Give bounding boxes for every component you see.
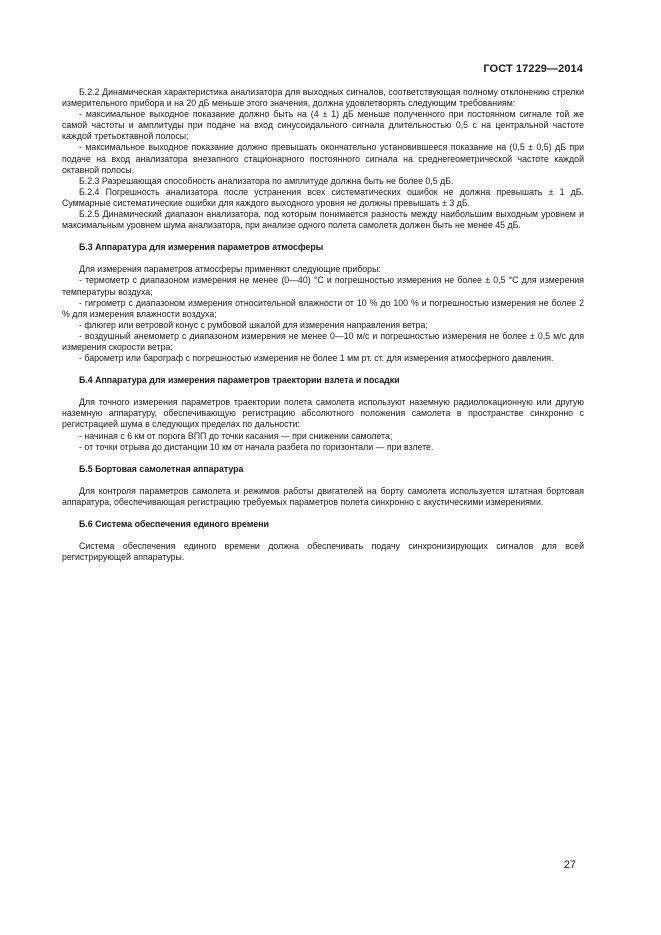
list-item: - максимальное выходное показание должно превышать окончательно установившееся показание на (0,5 ± 0,5) дБ при подаче на вход анализатора внезапного стационарного постоянного сигнала на среднегеометрической частоте каждой октавной полосы. (62, 142, 584, 175)
paragraph-b2-4: Б.2.4 Погрешность анализатора после устранения всех систематических ошибок не должна превышать ± 1 дБ. Суммарные систематические ошибки для каждого выходного уровня не должны превышать ± 3 дБ. (62, 186, 584, 208)
paragraph-b6: Система обеспечения единого времени должна обеспечивать подачу синхронизирующих сигналов для всей регистрирующей аппаратуры. (62, 541, 584, 563)
paragraph-b2-2: Б.2.2 Динамическая характеристика анализатора для выходных сигналов, соответствующая полному отклонению стрелки измерительного прибора и на 20 дБ меньше этого значения, должна удовлетворять следующим требованиям: (62, 87, 584, 109)
spacer (62, 508, 584, 519)
spacer (62, 530, 584, 541)
list-item: - флюгер или ветровой конус с румбовой шкалой для измерения направления ветра; (79, 319, 428, 330)
list-item: - максимальное выходное показание должно быть на (4 ± 1) дБ меньше полученного при постоянном сигнале той же самой частоты и амплитуды при подаче на вход синусоидального сигнала длительностью 0,5 с на центральной частоте каждой третьоктавной полосы; (62, 109, 584, 142)
page-number: 27 (563, 859, 576, 871)
section-heading-b3: Б.3 Аппаратура для измерения параметров атмосферы (79, 242, 324, 253)
list-item: - начиная с 6 км от порога ВПП до точки касания — при снижении самолета; (79, 430, 393, 441)
paragraph-b5: Для контроля параметров самолета и режимов работы двигателей на борту самолета используется штатная бортовая аппаратура, обеспечивающая регистрацию требуемых параметров полета синхронно с акустическими измерениями. (62, 485, 584, 507)
paragraph-b3-intro: Для измерения параметров атмосферы применяют следующие приборы: (79, 264, 381, 275)
list-item: - от точки отрыва до дистанции 10 км от начала разбега по горизонтали — при взлете. (79, 441, 434, 452)
list-item: - термометр с диапазоном измерения не менее (0—40) °С и погрешностью измерения не более ± 0,5 °С для измерения температуры воздуха; (62, 275, 584, 297)
paragraph-b2-5: Б.2.5 Динамический диапазон анализатора, под которым понимается разность между наибольшим выходным уровнем и максимальным уровнем шума анализатора, при анализе одного полета самолета должен быть не менее 45 дБ. (62, 209, 584, 231)
list-item: - воздушный анемометр с диапазоном измерения не менее 0—10 м/с и погрешностью измерения не более ± 0,5 м/с для измерения скорости ветра; (62, 330, 584, 352)
spacer (62, 231, 584, 242)
section-heading-b5: Б.5 Бортовая самолетная аппаратура (79, 463, 244, 474)
list-item: - гигрометр с диапазоном измерения относительной влажности от 10 % до 100 % и погрешностью измерения не более 2 % для измерения влажности воздуха; (62, 297, 584, 319)
paragraph-b4-intro: Для точного измерения параметров траектории полета самолета используют наземную радиолокационную или другую наземную аппаратуру, обеспечивающую регистрацию абсолютного положения самолета в пространстве синхронно с регистрацией шума в следующих пределах по дальности: (62, 397, 584, 430)
section-heading-b6: Б.6 Система обеспечения единого времени (79, 519, 269, 529)
spacer (62, 386, 584, 397)
list-item: - барометр или барограф с погрешностью измерения не более 1 мм рт. ст. для измерения атмосферного давления. (79, 353, 554, 364)
spacer (62, 475, 584, 486)
spacer (62, 364, 584, 375)
document-code: ГОСТ 17229—2014 (483, 63, 583, 75)
paragraph-b2-3: Б.2.3 Разрешающая способность анализатора по амплитуде должна быть не более 0,5 дБ. (79, 175, 454, 186)
spacer (62, 253, 584, 264)
document-body (62, 87, 584, 563)
section-heading-b4: Б.4 Аппаратура для измерения параметров траектории взлета и посадки (79, 375, 400, 386)
spacer (62, 453, 584, 464)
